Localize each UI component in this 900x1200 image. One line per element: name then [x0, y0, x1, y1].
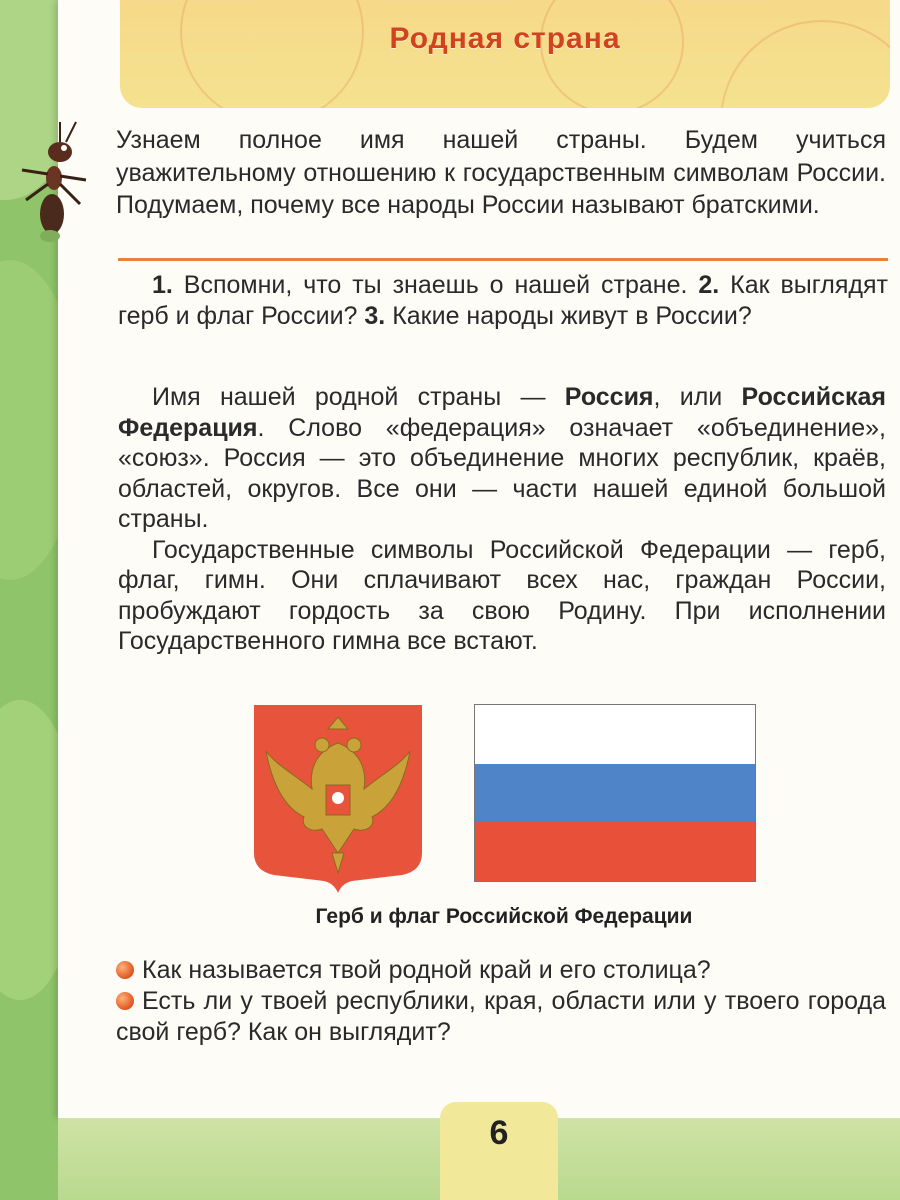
term-russian-federation: Российская Федерация — [118, 383, 886, 442]
term-russia: Россия — [564, 383, 654, 411]
ant-icon — [16, 118, 88, 248]
paragraph: Государственные символы Российской Федерации — герб, флаг, гимн. Они сплачивают всех нас, граждан России, пробуждают гордость за свою Родину. При исполнении Государственного гимна все встают. — [118, 535, 886, 655]
text-run: Имя нашей родной страны — — [152, 383, 565, 411]
section-divider — [118, 258, 888, 261]
bullet-icon — [116, 961, 134, 979]
flag-stripe-blue — [475, 764, 755, 823]
paragraph — [118, 382, 886, 535]
figure-caption: Герб и флаг Российской Федерации — [315, 905, 693, 928]
coat-of-arms-image — [252, 703, 424, 895]
question-number: 3. — [364, 302, 386, 330]
lesson-goals: Узнаем полное имя нашей страны. Будем учиться уважительному отношению к государственным символам России. Подумаем, почему все народы России называют братскими. — [116, 126, 886, 219]
list-item-text: Как называется твой родной край и его столица? — [142, 956, 711, 984]
question-text: Как выглядят герб и флаг России? — [118, 271, 888, 330]
list-item — [116, 955, 886, 986]
text-run: , или — [653, 383, 742, 411]
list-item — [116, 986, 886, 1048]
question-text: Какие народы живут в России? — [385, 302, 752, 330]
discussion-questions — [116, 955, 886, 1048]
flag-stripe-white — [475, 705, 755, 764]
flag-stripe-red — [475, 822, 755, 881]
bullet-icon — [116, 992, 134, 1010]
flag-image — [474, 704, 756, 882]
question-number: 1. — [152, 271, 173, 299]
page-number: 6 — [440, 1102, 558, 1200]
review-questions — [118, 270, 888, 332]
question-number: 2. — [698, 271, 720, 299]
title-banner — [120, 0, 890, 108]
list-item-text: Есть ли у твоей республики, края, области или у твоего города свой герб? Как он выглядит? — [116, 987, 886, 1046]
question-text: Вспомни, что ты знаешь о нашей стране. — [172, 271, 699, 299]
text-run: . Слово «федерация» означает «объединение», «союз». Россия — это объединение многих республик, краёв, областей, округов. Все они — части нашей единой большой страны. — [118, 413, 886, 533]
main-text — [118, 382, 886, 657]
page-title: Родная страна — [389, 22, 621, 55]
